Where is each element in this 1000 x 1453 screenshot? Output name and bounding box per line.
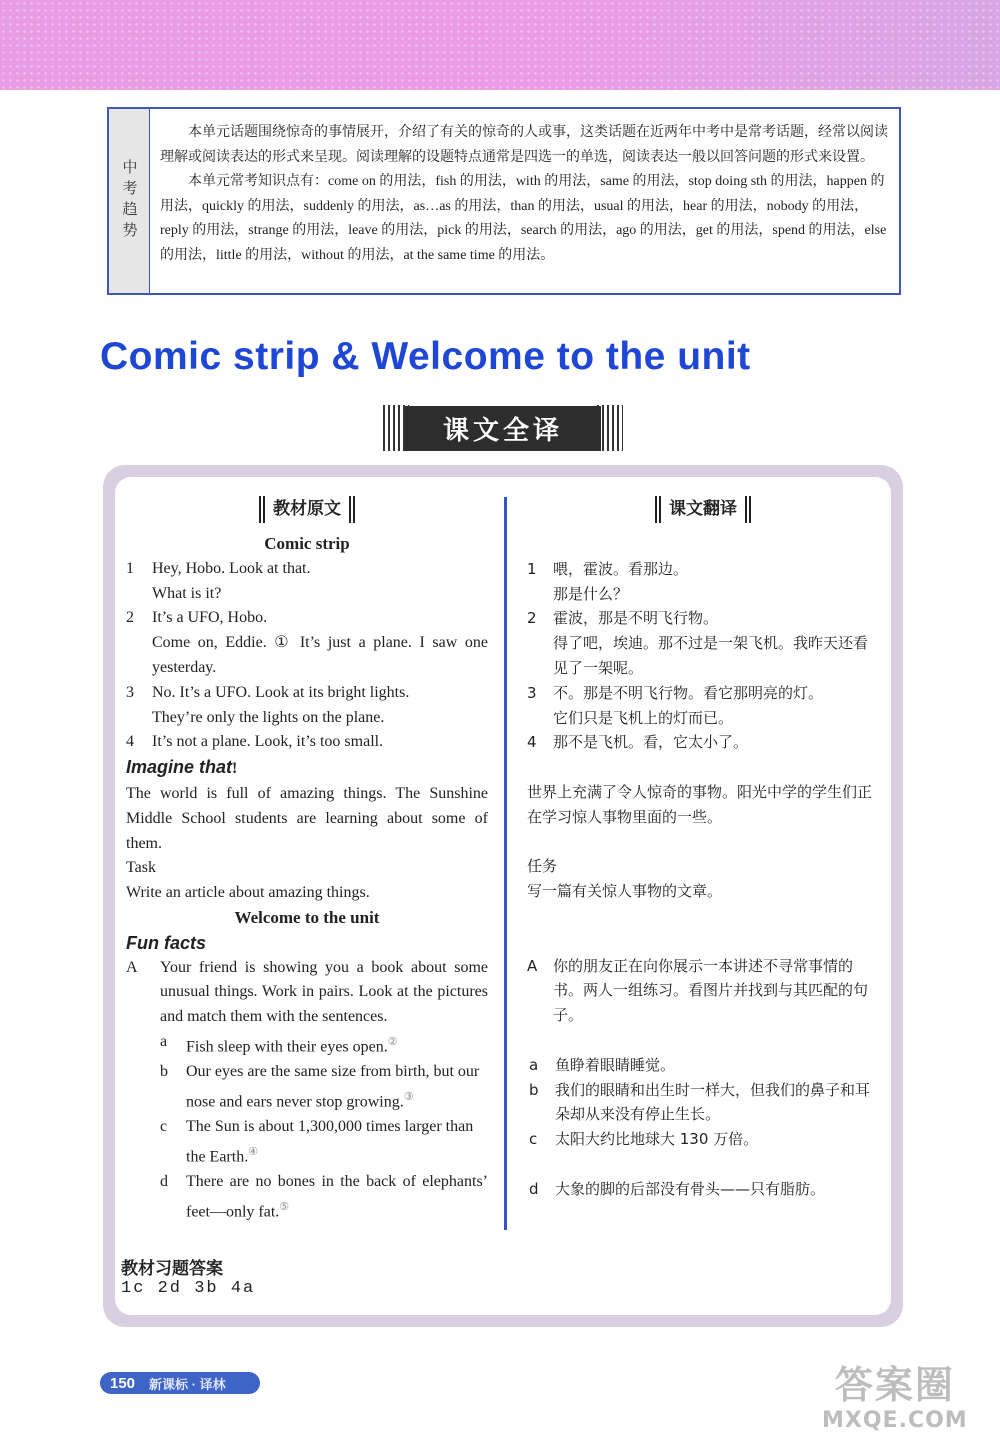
answers-title: 教材习题答案 (121, 1259, 223, 1279)
section-banner (383, 405, 623, 451)
comic-line: What is it? (152, 584, 222, 602)
exam-trend-box (107, 107, 901, 295)
translation-line: 1 喂，霍波。看那边。 (527, 559, 689, 578)
imagine-that-heading: Imagine that! (126, 757, 238, 778)
exam-trend-tag (109, 109, 150, 293)
translation-line: 3 不。那是不明飞行物。看它那明亮的灯。 (527, 683, 824, 702)
translation-line: 得了吧，埃迪。那不过是一架飞机。我昨天还看见了一架呢。 (553, 634, 869, 677)
page-number: 150 (110, 1374, 136, 1392)
translation-line: 那是什么？ (553, 584, 629, 603)
original-text-column (126, 496, 488, 1225)
fact-translation: a 鱼睁着眼睛睡觉。 (529, 1055, 676, 1074)
exercise-answers (121, 1254, 255, 1298)
translation-header (527, 496, 879, 526)
unit-title: Comic strip & Welcome to the unit (100, 335, 751, 378)
exercise-a-translation: A 你的朋友正在向你展示一本讲述不寻常事情的书。两人一组练习。看图片并找到与其匹配的句子。 (527, 956, 869, 1025)
welcome-title: Welcome to the unit (234, 907, 380, 927)
fact-item: d There are no bones in the back of elephants’ feet—only fat.⑤ (160, 1172, 488, 1221)
top-decorative-band (0, 0, 1000, 90)
comic-line: 1 Hey, Hobo. Look at that. (126, 559, 311, 577)
exam-trend-tag-label: 中考趋势 (120, 159, 137, 243)
comic-line: Come on, Eddie. ① It’s just a plane. I saw one yesterday. (152, 634, 488, 676)
section-banner-label: 课文全译 (405, 406, 601, 451)
translation-header-label: 课文翻译 (655, 496, 751, 523)
task-text: Write an article about amazing things. (126, 884, 370, 902)
page-footer (100, 1372, 260, 1394)
exam-trend-paragraph-2: 本单元常考知识点有：come on 的用法，fish 的用法，with 的用法，same 的用法，stop doing sth 的用法，happen 的用法，quickly 的用法，suddenly 的用法，as…as 的用法，than 的用法，usual 的用法，hear 的用法，nobody 的用法，reply 的用法，strange 的用法，leave 的用法，pick 的用法，search 的用法，ago 的用法，get 的用法，spend 的用法，else 的用法，little 的用法，without 的用法，at the same time 的用法。 (160, 174, 887, 263)
exam-trend-text (150, 109, 899, 293)
fact-item: a Fish sleep with their eyes open.② (160, 1032, 398, 1056)
footer-brand: 新课标 · 译林 (149, 1376, 226, 1392)
comic-line: 4 It’s not a plane. Look, it’s too small. (126, 733, 384, 751)
watermark-line-2: MXQE.COM (822, 1408, 968, 1433)
fact-translation: d 大象的脚的后部没有骨头——只有脂肪。 (529, 1179, 826, 1198)
task-label: Task (126, 859, 156, 877)
translation-line: 2 霍波，那是不明飞行物。 (527, 609, 719, 628)
fact-translation: b 我们的眼睛和出生时一样大，但我们的鼻子和耳朵却从来没有停止生长。 (529, 1080, 871, 1124)
translation-line: 它们只是飞机上的灯而已。 (553, 708, 734, 727)
imagine-translation: 世界上充满了令人惊奇的事物。阳光中学的学生们正在学习惊人事物里面的一些。 (527, 782, 873, 826)
task-translation-text: 写一篇有关惊人事物的文章。 (527, 882, 723, 901)
exam-trend-paragraph-1: 本单元话题围绕惊奇的事情展开，介绍了有关的惊奇的人或事，这类话题在近两年中考中是常考话题，经常以阅读理解或阅读表达的形式来呈现。阅读理解的设题特点通常是四选一的单选，阅读表达一般以回答问题的形式来设置。 (160, 125, 888, 165)
task-translation-label: 任务 (527, 857, 558, 876)
translation-column (527, 496, 879, 1202)
fact-item: b Our eyes are the same size from birth, but our nose and ears never stop growing.③ (160, 1063, 480, 1111)
fun-facts-heading: Fun facts (126, 932, 207, 953)
comic-line: 3 No. It’s a UFO. Look at its bright lights. (126, 683, 410, 701)
original-text-header-label: 教材原文 (259, 496, 355, 523)
imagine-that-text: The world is full of amazing things. The Sunshine Middle School students are learning about some of them. (126, 784, 488, 852)
exercise-a: A Your friend is showing you a book about some unusual things. Work in pairs. Look at the pictures and match them with the sentences. (126, 958, 488, 1026)
comic-line: They’re only the lights on the plane. (152, 708, 385, 726)
comic-line: 2 It’s a UFO, Hobo. (126, 609, 268, 627)
watermark-line-1: 答案圈 (834, 1363, 955, 1407)
fact-item: c The Sun is about 1,300,000 times larger than the Earth.④ (160, 1117, 474, 1166)
column-divider (504, 497, 507, 1230)
original-text-header (126, 496, 488, 526)
fact-translation: c 太阳大约比地球大 130 万倍。 (529, 1130, 759, 1149)
answers-value: 1c 2d 3b 4a (121, 1279, 256, 1298)
translation-line: 4 那不是飞机。看，它太小了。 (527, 733, 749, 752)
watermark-logo (822, 1362, 968, 1434)
comic-strip-title: Comic strip (264, 534, 350, 553)
